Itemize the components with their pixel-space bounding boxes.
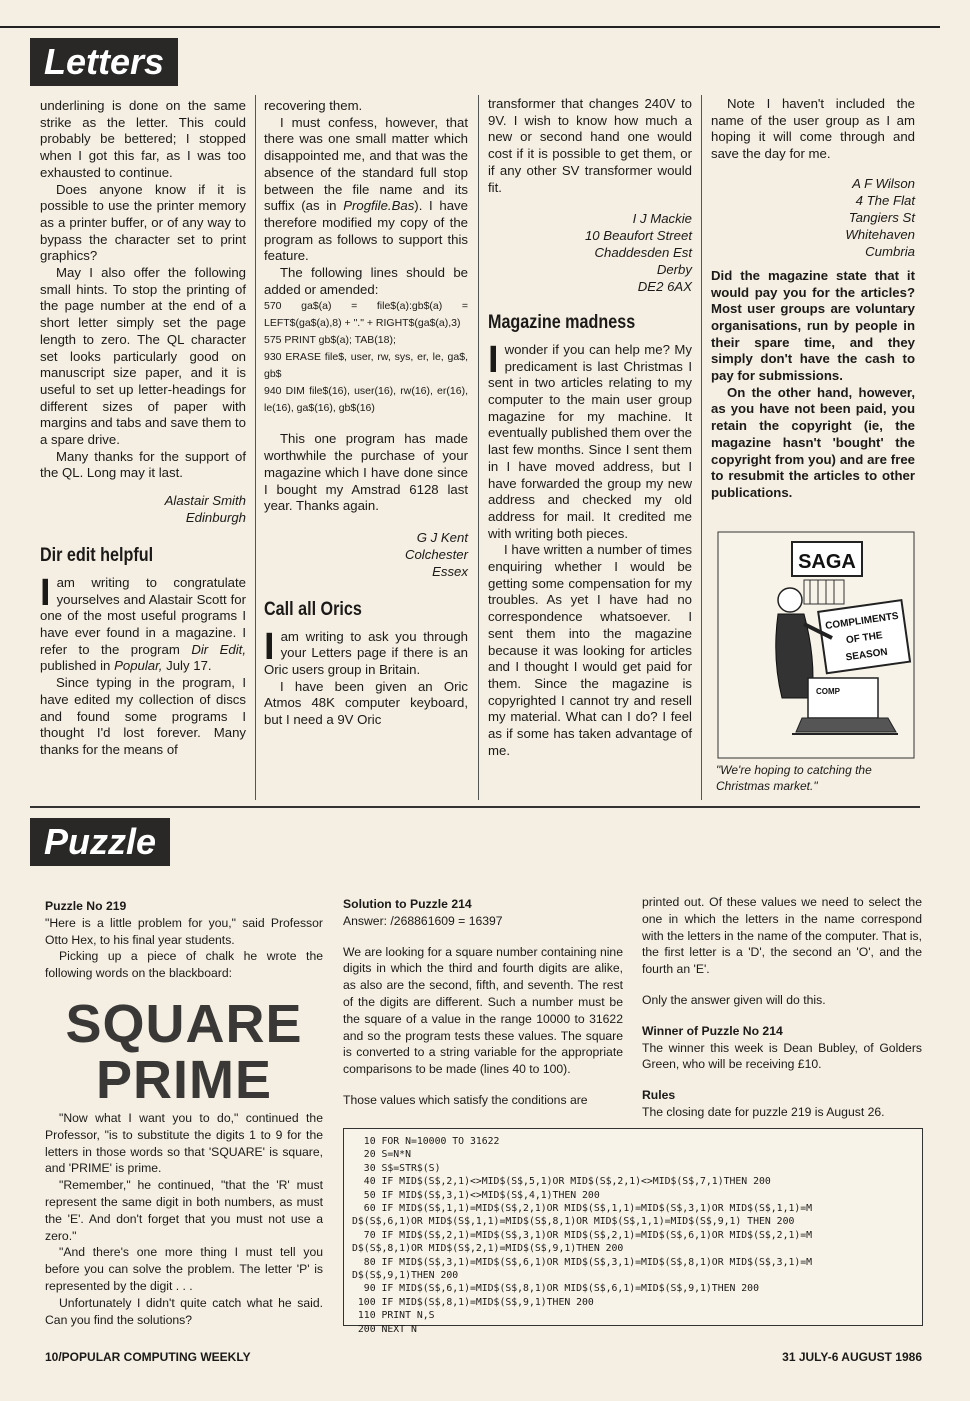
drop-cap: I	[40, 571, 51, 614]
cartoon-sign-line1: COMPLIMENTS	[824, 610, 900, 632]
paragraph: transformer that changes 240V to 9V. I wish to know how much a new or second hand one would cost if it is possible to get them, or if any other SV transformer would fit.	[488, 96, 692, 195]
footer-date: 31 JULY-6 AUGUST 1986	[782, 1350, 922, 1364]
cartoon-screen-text: COMP	[816, 687, 840, 696]
program-listing: 10 FOR N=10000 TO 31622 20 S=N*N 30 S$=STR$(S) 40 IF MID$(S$,2,1)<>MID$(S$,5,1)OR MID$(S$,2,1)<>MID$(S$,7,1)THEN 200 50 IF MID$(S$,3,1)<>MID$(S$,4,1)THEN 200 60 IF MID$(S$,1,1)=MID$(S$,2,1)OR MID$(S$,1,1)=MID$(S$,3,1)OR MID$(S$,1,1)=M D$(S$,6,1)OR MID$(S$,1,1)=MID$(S$,8,1)OR MID$(S$,1,1)=MID$(S$,9,1) THEN 200 70 IF MID$(S$,2,1)=MID$(S$,3,1)OR MID$(S$,2,1)=MID$(S$,6,1)OR MID$(S$,2,1)=M D$(S$,8,1)OR MID$(S$,2,1)=MID$(S$,9,1)THEN 200 80 IF MID$(S$,3,1)=MID$(S$,6,1)OR MID$(S$,3,1)=MID$(S$,8,1)OR MID$(S$,3,1)=M D$(S$,9,1)THEN 200 90 IF MID$(S$,6,1)=MID$(S$,8,1)OR MID$(S$,6,1)=MID$(S$,9,1)THEN 200 100 IF MID$(S$,8,1)=MID$(S$,9,1)THEN 200 110 PRINT N,S 200 NEXT N	[343, 1128, 923, 1326]
puzzle-word-prime: PRIME	[95, 1049, 273, 1110]
cartoon-illustration	[712, 528, 920, 758]
paragraph: recovering them.	[264, 98, 363, 113]
paragraph: "And there's one more thing I must tell you before you can solve the problem. The letter 'P' is represented by the digit . . .	[45, 1245, 323, 1293]
drop-cap: I	[488, 338, 499, 381]
code-line: 930 ERASE file$, user, rw, sys, er, le, ga$, gb$	[264, 351, 468, 381]
signature	[40, 492, 246, 526]
signature-postcode: DE2 6AX	[637, 279, 692, 295]
signature-address: Tangiers St	[848, 209, 915, 225]
paragraph: Only the answer given will do this.	[642, 992, 826, 1007]
signature-address: Derby	[656, 262, 692, 278]
paragraph	[40, 571, 246, 675]
paragraph: We are looking for a square number containing nine digits in which the third and fourth digits are alike, as also are the second, fifth, and seventh. The rest of the digits are different. Such a number must be the square of a value in the range 10000 to 31622 and so the program tests these values. The square is converted to a string variable for the appropriate comparisons to be made (lines 40 to 100).	[343, 944, 623, 1077]
paragraph: "Now what I want you to do," continued the Professor, "is to substitute the digits 1 to 9 for the letters in those words so that 'SQUARE' is square, and 'PRIME' is prime.	[45, 1110, 323, 1176]
code-line: 575 PRINT gb$(a); TAB(18);	[264, 334, 396, 347]
text-run: wonder if you can help me? My predicament is last Christmas I sent in two articles relating to my computer to the main user group magazine for my machine. It eventually published them over the last few months. Since I sent them in I have moved address, but I have forwarded the group my new address and checked my old address for mail. It credited me with writing both pieces.	[488, 341, 692, 541]
rules-title: Rules	[642, 1088, 676, 1103]
top-rule	[0, 26, 940, 28]
text-run: I must confess, however, that there was one small matter which disappointed me, and that was the absence of the standard full stop between the file name and its suffix (as in	[264, 114, 468, 214]
letter-heading: Dir edit helpful	[40, 545, 154, 567]
text-run: am writing to congratulate yourselves and Alastair Scott for one of the most useful programs I have ever found in a magazine. I refer to the program	[40, 574, 246, 657]
paragraph	[488, 338, 692, 542]
cartoon-sign-line2: OF THE	[845, 630, 884, 647]
paragraph: The winner this week is Dean Bubley, of Golders Green, who will be receiving £10.	[642, 1040, 922, 1072]
signature-county: Cumbria	[865, 243, 915, 259]
paragraph: Picking up a piece of chalk he wrote the following words on the blackboard:	[45, 949, 323, 981]
text-run: Dir Edit,	[191, 641, 246, 657]
paragraph: On the other hand, however, as you have not been paid, you retain the copyright (ie, the magazine hasn't 'bought' the copyright from you) and are free to resubmit the articles to other publications.	[711, 384, 915, 500]
paragraph: Those values which satisfy the conditions are	[343, 1092, 588, 1107]
paragraph: Since typing in the program, I have edited my collection of discs and found some programs I thought I'd lost forever. Many thanks for the means of	[40, 675, 246, 757]
code-line: 570 ga$(a) = file$(a):gb$(a) = LEFT$(ga$(a),8) + "." + RIGHT$(ga$(a),3)	[264, 300, 468, 330]
puzzle-section-title: Puzzle	[30, 818, 170, 866]
paragraph: Unfortunately I didn't quite catch what he said. Can you find the solutions?	[45, 1295, 323, 1327]
signature-name: I J Mackie	[632, 211, 692, 227]
letters-column-2	[264, 98, 468, 729]
editor-reply	[711, 268, 915, 502]
text-run: published in	[40, 658, 115, 674]
signature-address: Chaddesden Est	[594, 245, 692, 261]
text-run: Progfile.Bas	[343, 198, 415, 214]
solution-title: Solution to Puzzle 214	[343, 897, 472, 911]
paragraph: I have been given an Oric Atmos 48K computer keyboard, but I need a 9V Oric	[264, 678, 468, 728]
letter-heading: Magazine madness	[488, 312, 636, 334]
column-divider	[701, 95, 702, 800]
paragraph: This one program has made worthwhile the purchase of your magazine which I have done since I bought my Amstrad 6128 last year. Thanks again.	[264, 431, 468, 514]
paragraph: Note I haven't included the name of the user group as I am hoping it will come through and save the day for me.	[711, 96, 915, 162]
cartoon-sign-saga: SAGA	[798, 551, 856, 573]
letters-column-3	[488, 96, 692, 760]
section-divider	[30, 806, 920, 808]
puzzle-word-square: SQUARE	[65, 993, 303, 1054]
paragraph: "Here is a little problem for you," said Professor Otto Hex, to his final year students.	[45, 915, 323, 947]
letters-section-title: Letters	[30, 38, 178, 86]
puzzle-column-2	[343, 896, 623, 1109]
letter-heading: Call all Orics	[264, 598, 362, 620]
paragraph: "Remember," he continued, "that the 'R' must represent the same digit in both numbers, as must the 'E'. And don't forget that you must not use a zero."	[45, 1178, 323, 1243]
solution-answer: Answer: /268861609 = 16397	[343, 913, 503, 928]
paragraph	[264, 625, 468, 679]
code-line: 940 DIM file$(16), user(16), rw(16), er(16), le(16), ga$(16), gb$(16)	[264, 385, 468, 415]
text-run: July 17.	[162, 658, 212, 674]
cartoon-sign-line3: SEASON	[845, 646, 889, 664]
signature	[264, 529, 468, 580]
puzzle-title: Puzzle No 219	[45, 899, 127, 913]
puzzle-column-1	[45, 898, 323, 1328]
paragraph: Did the magazine state that it would pay you for the articles? Most user groups are voluntary organisations, run by people in their spare time, and they simply don't have the cash to pay for submissions.	[711, 267, 915, 384]
signature	[488, 210, 692, 295]
paragraph: Does anyone know if it is possible to use the printer memory as a printer buffer, or of any way to bypass the character set to print graphics?	[40, 181, 246, 264]
paragraph: The following lines should be added or amended:	[264, 265, 468, 297]
signature-address: Whitehaven	[845, 226, 915, 242]
paragraph: underlining is done on the same strike as the letter. This could probably be bettered; I stopped when I got this far, as I was too exhausted to continue.	[40, 98, 246, 180]
letters-column-4	[711, 96, 915, 502]
letters-column-1	[40, 98, 246, 759]
paragraph: Many thanks for the support of the QL. Long may it last.	[40, 448, 246, 481]
cartoon-caption: "We're hoping to catching the Christmas market."	[716, 763, 872, 793]
text-run: am writing to ask you through your Letters page if there is an Oric users group in Britain.	[264, 628, 468, 678]
paragraph: May I also offer the following small hints. To stop the printing of the page number at the end of a short letter simply set the page length to zero. The QL character set looks particularly good on manuscript size paper, and it is useful to set up letter-headings for different sizes of paper with margins and tabs and save them to a spare drive.	[40, 265, 246, 448]
drop-cap: I	[264, 625, 275, 668]
signature-address: 10 Beaufort Street	[584, 228, 692, 244]
puzzle-column-3	[642, 894, 922, 1121]
paragraph	[264, 115, 468, 265]
column-divider	[478, 95, 479, 800]
text-run: ). I have therefore modified my copy of the program as follows to support this feature.	[264, 198, 468, 264]
column-divider	[255, 95, 256, 800]
signature-county: Essex	[432, 563, 468, 579]
winner-title: Winner of Puzzle No 214	[642, 1023, 783, 1038]
paragraph: printed out. Of these values we need to select the one in which the letters in the name correspond with the letters in the name of the computer. That is, the first letter is a 'D', the second an 'O', and the fourth an 'E'.	[642, 895, 922, 977]
signature-town: Edinburgh	[185, 510, 246, 526]
paragraph: I have written a number of times enquiring whether I would be getting some compensation for my troubles. As yet I have had no correspondence whatsoever. I sent them into the magazine because it was looking for articles and I thought I would get paid for them. Since the magazine is copyrighted I cannot try and resell my material. What can I do? I feel as if some has taken advantage of me.	[488, 542, 692, 758]
signature-address: 4 The Flat	[855, 192, 915, 208]
paragraph: The closing date for puzzle 219 is August 26.	[642, 1104, 885, 1119]
signature	[711, 175, 915, 260]
signature-name: Alastair Smith	[164, 493, 246, 509]
signature-town: Colchester	[404, 546, 468, 562]
text-run: Popular,	[114, 658, 163, 674]
footer-page-info: 10/POPULAR COMPUTING WEEKLY	[45, 1350, 251, 1364]
signature-name: A F Wilson	[852, 175, 915, 191]
signature-name: G J Kent	[416, 529, 468, 545]
